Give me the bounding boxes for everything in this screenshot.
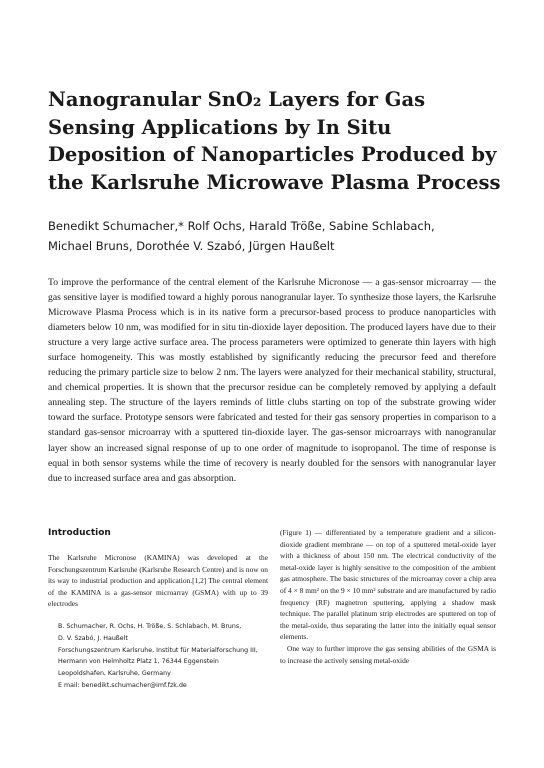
- right-column: [280, 527, 496, 666]
- affiliation-line-1: B. Schumacher, R. Ochs, H. Tröße, S. Schlabach, M. Bruns,: [58, 623, 242, 630]
- introduction-paragraph-right-2: One way to further improve the gas sensing abilities of the GSMA is to increase the actively sensing metal-oxide: [280, 643, 496, 665]
- affiliation-line-3: Forschungszentrum Karlsruhe, Institut für Materialforschung III,: [58, 646, 258, 654]
- abstract: To improve the performance of the central element of the Karlsruhe Micronose — a gas-sensor microarray — the gas sensitive layer is modified toward a highly porous nanogranular layer. To synthesize those layers, the Karlsruhe Microwave Plasma Process which is in its native form a precursor-based process to produce nanoparticles with diameters below 10 nm, was modified for in situ tin-dioxide layer deposition. The produced layers have due to their structure a very large active surface area. The process parameters were optimized to generate thin layers with high surface homogeneity. This was mostly established by significantly reducing the precursor feed and therefore reducing the primary particle size to below 2 nm. The layers were analyzed for their mechanical stability, structural, and chemical properties. It is shown that the precursor residue can be completely removed by applying a default annealing step. The structure of the layers reminds of little clubs starting on top of the substrate growing wider toward the surface. Prototype sensors were fabricated and tested for their gas sensory properties in comparison to a standard gas-sensor microarray with a sputtered tin-dioxide layer. The gas-sensor microarrays with nanogranular layer show an increased signal response of up to one order of magnitude to isopropanol. The time of response is equal in both sensor systems while the time of recovery is nearly doubled for the sensors with nanogranular layer due to increased surface area and gas absorption.: [48, 277, 496, 484]
- left-column: [48, 527, 268, 610]
- introduction-paragraph-left: The Karlsruhe Micronose (KAMINA) was developed at the Forschungszentrum Karlsruhe (Karlsruhe Research Centre) and is now on its way to industrial production and application.[1,2] The central element of the KAMINA is a gas-sensor microarray (GSMA) with up to 39 electrodes: [48, 553, 268, 609]
- introduction-paragraph-right-1: (Figure 1) — differentiated by a temperature gradient and a silicon-dioxide gradient membrane — on top of a sputtered metal-oxide layer with a thickness of about 150 nm. The electrical conductivity of the metal-oxide layer is highly sensitive to the composition of the ambient gas atmosphere. The basic structures of the microarray cover a chip area of 4 × 8 mm² on the 9 × 10 mm² substrate and are manufactured by radio frequency (RF) magnetron sputtering, applying a shadow mask technique. The parallel platinum strip electrodes are sputtered on top of the metal-oxide, thus separating the latter into the initially equal sensor elements.: [280, 528, 496, 642]
- paper-title: Nanogranular SnO₂ Layers for Gas Sensing Applications by In Situ Deposition of Nanoparticles Produced by the Karlsruhe Microwave Plasma Process: [48, 88, 501, 194]
- affiliation-line-2: D. V. Szabó, J. Haußelt: [58, 634, 128, 642]
- affiliation-email: E mail: benedikt.schumacher@imf.fzk.de: [58, 681, 187, 689]
- author-affiliation: [58, 621, 270, 692]
- author-line-1: Benedikt Schumacher,* Rolf Ochs, Harald Tröße, Sabine Schlabach,: [48, 219, 435, 233]
- affiliation-line-4: Hermann von Helmholtz Platz 1, 76344 Eggenstein: [58, 658, 219, 666]
- author-list: [48, 216, 508, 256]
- affiliation-line-5: Leopoldshafen, Karlsruhe, Germany: [58, 670, 171, 678]
- author-line-2: Michael Bruns, Dorothée V. Szabó, Jürgen Haußelt: [48, 239, 335, 253]
- section-heading-introduction: Introduction: [48, 528, 111, 538]
